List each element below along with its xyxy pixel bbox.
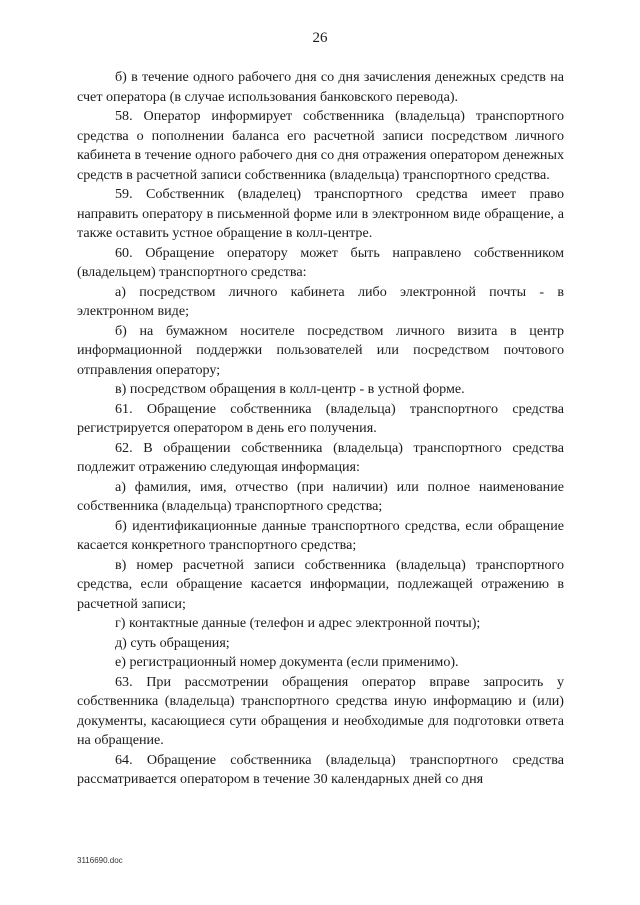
paragraph: б) в течение одного рабочего дня со дня зачисления денежных средств на счет оператора (в случае использования банковского перевода). — [77, 69, 564, 105]
paragraph: а) посредством личного кабинета либо электронной почты - в электронном виде; — [77, 283, 564, 319]
document-body — [77, 68, 564, 790]
paragraph: д) суть обращения; — [115, 634, 230, 651]
footer-file-name: 3116690.doc — [77, 856, 123, 865]
page-number: 26 — [312, 30, 328, 46]
paragraph: 61. Обращение собственника (владельца) транспортного средства регистрируется оператором в день его получения. — [77, 400, 564, 436]
paragraph: 62. В обращении собственника (владельца) транспортного средства подлежит отражению следующая информация: — [77, 439, 564, 475]
paragraph: в) номер расчетной записи собственника (владельца) транспортного средства, если обращение касается информации, подлежащей отражению в расчетной записи; — [77, 556, 564, 612]
paragraph: 58. Оператор информирует собственника (владельца) транспортного средства о пополнении баланса его расчетной записи посредством личного кабинета в течение одного рабочего дня со дня отражения оператором денежных средств в расчетной записи собственника (владельца) транспортного средства. — [77, 108, 564, 183]
paragraph: а) фамилия, имя, отчество (при наличии) или полное наименование собственника (владельца) транспортного средства; — [77, 478, 564, 514]
paragraph: б) идентификационные данные транспортного средства, если обращение касается конкретного транспортного средства; — [77, 517, 564, 553]
paragraph: е) регистрационный номер документа (если применимо). — [115, 654, 459, 670]
paragraph: б) на бумажном носителе посредством личного визита в центр информационной поддержки пользователей или посредством почтового отправления оператору; — [77, 322, 564, 378]
paragraph: 64. Обращение собственника (владельца) транспортного средства рассматривается оператором в течение 30 календарных дней со дня — [77, 751, 564, 787]
paragraph: 60. Обращение оператору может быть направлено собственником (владельцем) транспортного средства: — [77, 244, 564, 280]
paragraph: 63. При рассмотрении обращения оператор вправе запросить у собственника (владельца) транспортного средства иную информацию и (или) документы, касающиеся сути обращения и необходимые для подготовки ответа на обращение. — [77, 673, 564, 748]
paragraph: в) посредством обращения в колл-центр - в устной форме. — [115, 381, 465, 397]
paragraph: 59. Собственник (владелец) транспортного средства имеет право направить оператору в письменной форме или в электронном виде обращение, а также оставить устное обращение в колл-центре. — [77, 186, 564, 241]
paragraph: г) контактные данные (телефон и адрес электронной почты); — [115, 615, 481, 631]
